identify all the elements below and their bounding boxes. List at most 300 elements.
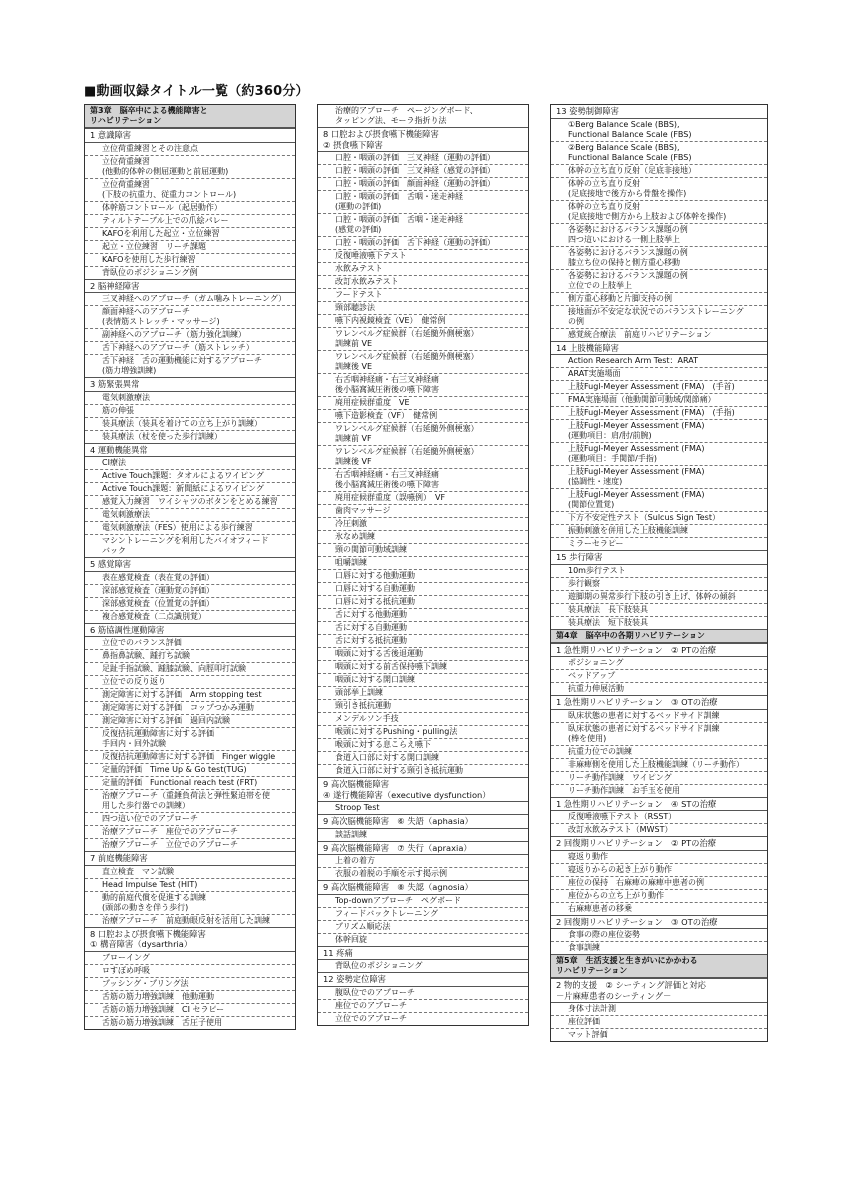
video-title-item xyxy=(85,952,295,965)
video-title-text: 下方不安定性テスト（Sulcus Sign Test） xyxy=(568,513,720,522)
video-title-text: 水飲みテスト xyxy=(335,264,383,273)
video-title-text: 反復唾液嚥下テスト（RSST） xyxy=(568,812,677,821)
heading-text: 9 高次脳機能障害 ⑧ 失認（agnosia） xyxy=(323,882,473,892)
heading-text: 1 急性期リハビリテーション ④ STの治療 xyxy=(556,798,717,809)
video-title-item xyxy=(551,270,767,293)
video-title-text: 舌筋の筋力増強訓練 舌圧子使用 xyxy=(102,1017,222,1027)
video-title-text: 装具療法（装具を着けての立ち上がり訓練） xyxy=(102,418,262,428)
heading-text: 8 口腔および摂食嚥下機能障害 ① 構音障害（dysarthria） xyxy=(90,928,206,949)
video-title-text: ベッドアップ xyxy=(568,671,616,680)
section-heading xyxy=(551,643,767,658)
section-block xyxy=(551,341,767,551)
video-title-text: 改訂水飲みテスト（MWST） xyxy=(568,825,673,834)
video-title-text: Head Impulse Test (HIT) xyxy=(102,879,198,889)
video-title-item xyxy=(318,423,528,446)
video-title-text: 深部感覚検査（運動覚の評価） xyxy=(102,585,214,595)
video-title-text: 頸の関節可動域訓練 xyxy=(335,545,407,554)
video-title-item xyxy=(85,866,295,879)
heading-text: 4 運動機能異常 xyxy=(90,444,148,455)
section-heading xyxy=(318,127,528,152)
video-title-text: Active Touch課題：新聞紙によるワイピング xyxy=(102,484,264,493)
section-heading xyxy=(318,946,528,961)
video-title-item xyxy=(318,289,528,302)
video-title-text: 治療アプローチ 前庭動眼反射を活用した訓練 xyxy=(102,915,270,925)
chapter-heading xyxy=(551,954,767,978)
video-title-item xyxy=(551,565,767,578)
video-title-item xyxy=(318,302,528,315)
video-title-item xyxy=(318,191,528,214)
heading-text: 5 感覚障害 xyxy=(90,559,132,569)
chapter-block xyxy=(551,954,767,978)
video-title-text: 装具療法 短下肢装具 xyxy=(568,617,648,627)
video-title-item xyxy=(318,410,528,423)
video-title-item xyxy=(551,1003,767,1016)
video-title-text: 各姿勢におけるバランス課題の例 膝立ち位の保持と側方重心移動 xyxy=(568,247,688,267)
video-title-text: リーチ動作訓練 ワイピング xyxy=(568,772,672,782)
chapter-heading xyxy=(551,629,767,643)
section-heading xyxy=(551,550,767,565)
page-title: ■動画収録タイトル一覧（約360分） xyxy=(84,84,309,99)
video-title-item xyxy=(318,934,528,946)
video-title-text: ARAT実施場面 xyxy=(568,369,621,378)
video-title-item xyxy=(551,710,767,723)
video-title-text: 定量的評価 Functional reach test (FRT) xyxy=(102,778,258,787)
section-heading xyxy=(318,972,528,987)
video-title-text: 歩行観察 xyxy=(568,578,600,588)
video-title-text: 食事訓練 xyxy=(568,943,600,952)
video-title-text: 治療的アプローチ ページングボード、 タッピング法、モーラ指折り法 xyxy=(335,106,478,125)
video-title-text: 副神経へのアプローチ（筋力強化訓練） xyxy=(102,330,246,339)
video-title-item xyxy=(318,802,528,814)
video-title-item xyxy=(318,374,528,397)
column-1 xyxy=(84,104,296,1030)
video-title-text: 口腔・咽頭の評価 舌下神経（運動の評価） xyxy=(335,238,495,247)
video-title-item xyxy=(85,522,295,535)
video-title-text: ワレンベルグ症候群（右延髄外側梗塞） 訓練後 VF xyxy=(335,447,479,466)
video-title-item xyxy=(551,355,767,368)
video-title-text: 体幹回旋 xyxy=(335,934,367,944)
video-title-item xyxy=(551,119,767,142)
heading-text: 第3章 脳卒中による機能障害と リハビリテーション xyxy=(90,106,208,125)
section-heading xyxy=(85,443,295,458)
video-title-item xyxy=(318,557,528,570)
video-title-text: 上肢Fugl-Meyer Assessment (FMA) (手首) xyxy=(568,382,735,391)
video-title-item xyxy=(318,765,528,777)
video-title-text: 身体寸法計測 xyxy=(568,1004,616,1013)
video-title-item xyxy=(551,851,767,864)
video-title-text: 歯肉マッサージ xyxy=(335,506,391,515)
video-title-item xyxy=(551,525,767,538)
video-title-item xyxy=(551,443,767,466)
video-title-text: 立位での反り返り xyxy=(102,677,166,686)
video-title-item xyxy=(85,254,295,267)
video-title-text: 深部感覚検査（位置覚の評価） xyxy=(102,598,214,608)
video-title-item xyxy=(85,457,295,470)
video-title-text: 口唇に対する他動運動 xyxy=(335,571,415,580)
video-title-item xyxy=(85,202,295,215)
video-title-item xyxy=(85,431,295,443)
video-title-text: 腹臥位でのアプローチ xyxy=(335,987,415,997)
video-title-item xyxy=(85,470,295,483)
video-title-item xyxy=(318,152,528,165)
video-title-item xyxy=(85,329,295,342)
video-title-text: 口腔・咽頭の評価 三叉神経（感覚の評価） xyxy=(335,166,495,175)
video-title-item xyxy=(318,868,528,880)
video-title-item xyxy=(318,518,528,531)
video-title-text: 立位荷重練習とその注意点 xyxy=(102,143,198,153)
video-title-text: 振動刺激を併用した上肢機能訓練 xyxy=(568,526,688,535)
video-title-text: ②Berg Balance Scale (BBS), Functional Balance Scale (FBS) xyxy=(568,142,692,162)
video-title-item xyxy=(551,670,767,683)
video-title-item xyxy=(551,394,767,407)
section-heading xyxy=(551,341,767,356)
video-title-text: 臥床状態の患者に対するベッドサイド訓練 (棒を使用) xyxy=(568,723,720,743)
chapter-block xyxy=(551,629,767,643)
video-title-item xyxy=(551,1029,767,1041)
heading-text: 6 筋協調性運動障害 xyxy=(90,624,165,635)
video-title-text: 各姿勢におけるバランス課題の例 四つ這いにおける一側上肢挙上 xyxy=(568,224,688,244)
video-title-text: 背臥位のポジショニング xyxy=(335,961,423,970)
video-title-item xyxy=(551,942,767,954)
video-title-item xyxy=(85,978,295,991)
video-title-item xyxy=(85,293,295,306)
section-block xyxy=(85,279,295,378)
section-heading xyxy=(551,978,767,1003)
section-block xyxy=(318,814,528,841)
video-title-text: 舌筋の筋力増強訓練 CI セラピー xyxy=(102,1004,225,1014)
video-title-text: 食事の際の座位姿勢 xyxy=(568,930,640,939)
video-title-item xyxy=(85,715,295,728)
video-title-item xyxy=(551,811,767,824)
video-title-text: 上肢Fugl-Meyer Assessment (FMA) (協調性・速度) xyxy=(568,467,705,486)
heading-text: 2 物的支援 ② シーティング評価と対応 －片麻痺患者のシーティング－ xyxy=(556,980,706,1001)
heading-text: 9 高次脳機能障害 ④ 遂行機能障害（executive dysfunction） xyxy=(323,779,491,800)
video-title-text: プッシング・プリング法 xyxy=(102,978,189,988)
heading-text: 15 歩行障害 xyxy=(556,552,603,562)
video-title-item xyxy=(85,826,295,839)
video-title-item xyxy=(85,156,295,179)
video-title-text: 反復唾液嚥下テスト xyxy=(335,251,407,260)
video-title-text: 上肢Fugl-Meyer Assessment (FMA) (運動項目：手関節/手指) xyxy=(568,444,705,463)
video-title-item xyxy=(85,728,295,751)
video-title-text: 立位荷重練習 (下肢の抗重力、従重力コントロール) xyxy=(102,179,237,199)
video-title-text: 咽頭に対する開口訓練 xyxy=(335,675,415,684)
video-title-item xyxy=(85,215,295,228)
video-title-text: 座位の保持 右麻痺の麻痺中患者の例 xyxy=(568,877,704,887)
video-title-item xyxy=(85,143,295,156)
video-title-item xyxy=(85,1004,295,1017)
video-title-item xyxy=(85,241,295,254)
video-title-item xyxy=(85,179,295,202)
video-title-item xyxy=(318,661,528,674)
video-title-text: 改訂水飲みテスト xyxy=(335,277,399,286)
video-title-text: ポジショニング xyxy=(568,658,624,667)
video-title-text: 食道入口部に対する開口訓練 xyxy=(335,753,439,762)
video-title-item xyxy=(85,676,295,689)
video-title-text: KAFOを使用した歩行練習 xyxy=(102,254,196,264)
video-title-text: ワレンベルグ症候群（右延髄外側梗塞） 訓練前 VE xyxy=(335,329,479,348)
video-title-item xyxy=(85,306,295,329)
video-title-text: 測定障害に対する評価 コップつかみ運動 xyxy=(102,703,254,712)
video-title-item xyxy=(85,483,295,496)
video-title-text: 顔面神経へのアプローチ (表情筋ストレッチ・マッサージ) xyxy=(102,307,220,326)
video-title-item xyxy=(551,293,767,306)
video-title-item xyxy=(318,446,528,469)
video-title-item xyxy=(318,1000,528,1013)
video-title-text: 立位でのアプローチ xyxy=(335,1013,407,1023)
video-title-text: ブローイング xyxy=(102,952,150,962)
video-title-item xyxy=(85,572,295,585)
video-title-item xyxy=(318,214,528,237)
video-title-text: 舌に対する自動運動 xyxy=(335,623,407,632)
video-title-item xyxy=(318,596,528,609)
video-title-item xyxy=(85,418,295,431)
video-title-text: ワレンベルグ症候群（右延髄外側梗塞） 訓練後 VE xyxy=(335,352,479,371)
video-title-text: フィードバックトレーニング xyxy=(335,908,439,918)
section-block xyxy=(85,557,295,623)
video-title-item xyxy=(318,165,528,178)
video-title-item xyxy=(85,611,295,623)
video-title-item xyxy=(551,512,767,525)
video-title-item xyxy=(551,329,767,341)
video-title-item xyxy=(85,405,295,418)
video-title-item xyxy=(551,772,767,785)
video-title-text: 口腔・咽頭の評価 顔面神経（運動の評価） xyxy=(335,179,495,188)
video-title-text: 電気刺激療法（FES）使用による歩行練習 xyxy=(102,523,253,532)
video-title-item xyxy=(318,250,528,263)
heading-text: 9 高次脳機能障害 ⑥ 失語（aphasia） xyxy=(323,816,473,826)
video-title-text: 抗重力位での訓練 xyxy=(568,746,632,756)
video-title-item xyxy=(85,392,295,405)
video-title-text: 寝返り動作 xyxy=(568,851,608,861)
video-title-text: 嚥下内視鏡検査（VE） 健常例 xyxy=(335,316,446,325)
video-title-item xyxy=(551,746,767,759)
video-title-item xyxy=(318,921,528,934)
video-title-item xyxy=(85,777,295,790)
video-title-text: 喉頭に対する息こらえ嚥下 xyxy=(335,740,431,749)
heading-text: 1 急性期リハビリテーション ② PTの治療 xyxy=(556,644,717,655)
video-title-text: ①Berg Balance Scale (BBS), Functional Balance Scale (FBS) xyxy=(568,119,692,139)
video-title-text: 測定障害に対する評価 過回内試験 xyxy=(102,716,230,725)
video-title-item xyxy=(85,879,295,892)
video-title-item xyxy=(318,351,528,374)
video-title-text: 廃用症候群重度 VE xyxy=(335,398,410,407)
section-block xyxy=(318,880,528,946)
video-title-item xyxy=(85,965,295,978)
heading-text: 9 高次脳機能障害 ⑦ 失行（apraxia） xyxy=(323,842,472,853)
video-title-item xyxy=(318,531,528,544)
video-title-item xyxy=(85,650,295,663)
video-title-text: 立位荷重練習 (他動的体幹の側屈運動と前屈運動) xyxy=(102,156,229,176)
video-title-text: 喉頭に対するPushing・pulling法 xyxy=(335,727,458,736)
video-title-item xyxy=(85,267,295,279)
video-title-text: 体幹の立ち直り反射（足底非接地） xyxy=(568,165,696,175)
video-title-text: FMA実施場面（他動関節可動域/関節痛） xyxy=(568,395,716,404)
video-title-text: 側方重心移動と片脚支持の例 xyxy=(568,293,672,303)
video-title-item xyxy=(551,142,767,165)
video-title-text: ロすぼめ呼吸 xyxy=(102,965,150,975)
video-title-text: 衣服の着脱の手順を示す掲示例 xyxy=(335,869,447,878)
video-title-item xyxy=(85,637,295,650)
heading-text: 2 脳神経障害 xyxy=(90,280,140,291)
section-heading xyxy=(85,851,295,866)
video-title-item xyxy=(551,657,767,670)
video-title-text: 右舌咽神経痛・右三叉神経痛 後小脳窩減圧術後の嚥下障害 xyxy=(335,470,439,489)
video-title-text: 右麻痺患者の移乗 xyxy=(568,903,632,913)
video-title-item xyxy=(85,509,295,522)
video-title-item xyxy=(551,489,767,512)
video-title-text: 冷圧刺激 xyxy=(335,519,367,528)
video-title-item xyxy=(551,420,767,443)
video-title-text: 測定障害に対する評価 Arm stopping test xyxy=(102,690,262,699)
video-title-item xyxy=(551,723,767,746)
section-block xyxy=(318,946,528,973)
video-title-text: ワレンベルグ症候群（右延髄外側梗塞） 訓練前 VF xyxy=(335,424,479,443)
video-title-text: 鼻指鼻試験、踵打ち試験 xyxy=(102,651,190,660)
heading-text: 13 姿勢制御障害 xyxy=(556,106,619,116)
video-title-item xyxy=(318,622,528,635)
section-block xyxy=(551,643,767,696)
section-block xyxy=(318,777,528,814)
video-title-text: 舌下神経へのアプローチ（筋ストレッチ） xyxy=(102,343,254,352)
video-title-text: 体幹の立ち直り反射 (足底接地で後方から骨盤を操作) xyxy=(568,178,687,198)
video-title-item xyxy=(551,1016,767,1029)
video-title-item xyxy=(551,247,767,270)
section-block xyxy=(85,851,295,927)
video-title-item xyxy=(318,739,528,752)
video-title-text: 咀嚼訓練 xyxy=(335,558,367,567)
video-title-item xyxy=(85,598,295,611)
video-title-item xyxy=(551,407,767,420)
video-title-item xyxy=(318,855,528,868)
video-title-text: Action Research Arm Test：ARAT xyxy=(568,356,698,365)
section-heading xyxy=(318,777,528,802)
section-block xyxy=(551,105,767,341)
video-title-item xyxy=(85,663,295,676)
video-title-text: 上肢Fugl-Meyer Assessment (FMA) (手指) xyxy=(568,408,735,417)
video-title-item xyxy=(85,689,295,702)
heading-text: 14 上肢機能障害 xyxy=(556,342,619,353)
video-title-text: 感覚統合療法 前庭リハビリテーション xyxy=(568,329,712,339)
video-title-text: 口腔・咽頭の評価 三叉神経（運動の評価） xyxy=(335,153,495,162)
section-heading xyxy=(85,128,295,143)
video-title-text: 舌筋の筋力増強訓練 他動運動 xyxy=(102,991,214,1001)
video-title-item xyxy=(85,342,295,355)
section-heading xyxy=(318,841,528,856)
video-title-text: 座位からの立ち上がり動作 xyxy=(568,890,664,900)
section-heading xyxy=(318,814,528,829)
heading-text: 3 筋緊張異常 xyxy=(90,379,140,389)
video-title-text: マシントレーニングを利用したバイオフィード バック xyxy=(102,536,269,555)
video-title-text: 臥床状態の患者に対するベッドサイド訓練 xyxy=(568,710,720,720)
section-heading xyxy=(85,927,295,952)
section-heading xyxy=(85,377,295,392)
video-title-text: 接地面が不安定な状況でのバランストレーニング の例 xyxy=(568,306,744,326)
video-title-item xyxy=(318,492,528,505)
video-title-item xyxy=(318,1013,528,1025)
video-title-item xyxy=(551,617,767,629)
video-title-item xyxy=(318,960,528,972)
chapter-heading xyxy=(85,105,295,128)
video-title-text: 背臥位のポジショニング例 xyxy=(102,267,198,277)
video-title-text: 咽頭に対する前舌保持嚥下訓練 xyxy=(335,662,447,671)
video-title-text: 電気刺激療法 xyxy=(102,392,150,402)
video-title-text: 筋の伸張 xyxy=(102,405,134,415)
video-title-item xyxy=(85,228,295,241)
video-title-item xyxy=(318,315,528,328)
video-title-text: 上着の着方 xyxy=(335,856,375,865)
video-title-text: 上肢Fugl-Meyer Assessment (FMA) (関節位置覚) xyxy=(568,490,705,509)
video-title-item xyxy=(551,591,767,604)
video-title-text: 治療アプローチ 座位でのアプローチ xyxy=(102,827,238,836)
video-title-text: 三叉神経へのアプローチ（ガム噛みトレーニング） xyxy=(102,294,287,303)
video-title-item xyxy=(551,306,767,329)
video-title-item xyxy=(85,355,295,377)
video-title-text: 咽頭に対する舌後退運動 xyxy=(335,649,423,658)
video-title-item xyxy=(551,538,767,550)
video-title-item xyxy=(551,903,767,915)
video-title-item xyxy=(551,683,767,695)
video-title-text: 右舌咽神経痛・右三叉神経痛 後小脳窩減圧術後の嚥下障害 xyxy=(335,375,439,394)
video-title-item xyxy=(318,700,528,713)
video-title-item xyxy=(551,381,767,394)
video-title-item xyxy=(85,1017,295,1029)
video-title-item xyxy=(318,687,528,700)
video-title-text: 治療アプローチ 立位でのアプローチ xyxy=(102,840,238,849)
section-block xyxy=(551,695,767,797)
section-heading xyxy=(85,623,295,638)
video-title-text: フードテスト xyxy=(335,290,383,299)
video-title-item xyxy=(318,276,528,289)
video-title-item xyxy=(318,583,528,596)
video-title-item xyxy=(318,328,528,351)
video-title-text: ティルトテーブル上での爪絵パレー xyxy=(102,215,229,225)
video-title-text: 廃用症候群重度（誤嚥例） VF xyxy=(335,493,446,502)
video-title-text: 座位評価 xyxy=(568,1017,600,1026)
video-title-text: 電気刺激療法 xyxy=(102,510,150,519)
video-title-text: 頸引き抵抗運動 xyxy=(335,701,391,710)
video-title-item xyxy=(551,604,767,617)
video-title-text: 装具療法（杖を使った歩行訓練） xyxy=(102,431,222,441)
heading-text: 2 回復期リハビリテーション ② PTの治療 xyxy=(556,838,717,848)
video-title-text: 足趾手指試験、踵膝試験、向脛叩打試験 xyxy=(102,664,246,673)
video-title-text: 10m歩行テスト xyxy=(568,565,626,575)
heading-text: 2 回復期リハビリテーション ③ OTの治療 xyxy=(556,916,718,927)
video-title-text: 抗重力伸展活動 xyxy=(568,684,624,693)
video-title-text: 頸部聴診法 xyxy=(335,303,375,312)
video-title-text: 口唇に対する自動運動 xyxy=(335,584,415,593)
video-title-item xyxy=(551,877,767,890)
video-title-text: 定量的評価 Time Up & Go test(TUG) xyxy=(102,765,247,774)
video-title-item xyxy=(551,201,767,224)
video-title-item xyxy=(318,752,528,765)
video-title-item xyxy=(318,263,528,276)
video-title-text: 食道入口部に対する頸引き抵抗運動 xyxy=(335,766,463,775)
video-title-item xyxy=(318,895,528,908)
heading-text: 1 急性期リハビリテーション ③ OTの治療 xyxy=(556,697,718,707)
video-title-item xyxy=(318,726,528,739)
heading-text: 8 口腔および摂食嚥下機能障害 ② 摂食嚥下障害 xyxy=(323,129,439,150)
video-title-item xyxy=(85,813,295,826)
video-title-item xyxy=(551,759,767,772)
video-title-item xyxy=(551,165,767,178)
section-heading xyxy=(85,557,295,572)
video-title-text: 四つ這い位でのアプローチ xyxy=(102,814,198,823)
section-block xyxy=(85,128,295,279)
video-title-text: 口腔・咽頭の評価 舌咽・迷走神経 (感覚の評価) xyxy=(335,215,463,234)
heading-text: 7 前庭機能障害 xyxy=(90,853,148,863)
column-3 xyxy=(550,104,768,1042)
